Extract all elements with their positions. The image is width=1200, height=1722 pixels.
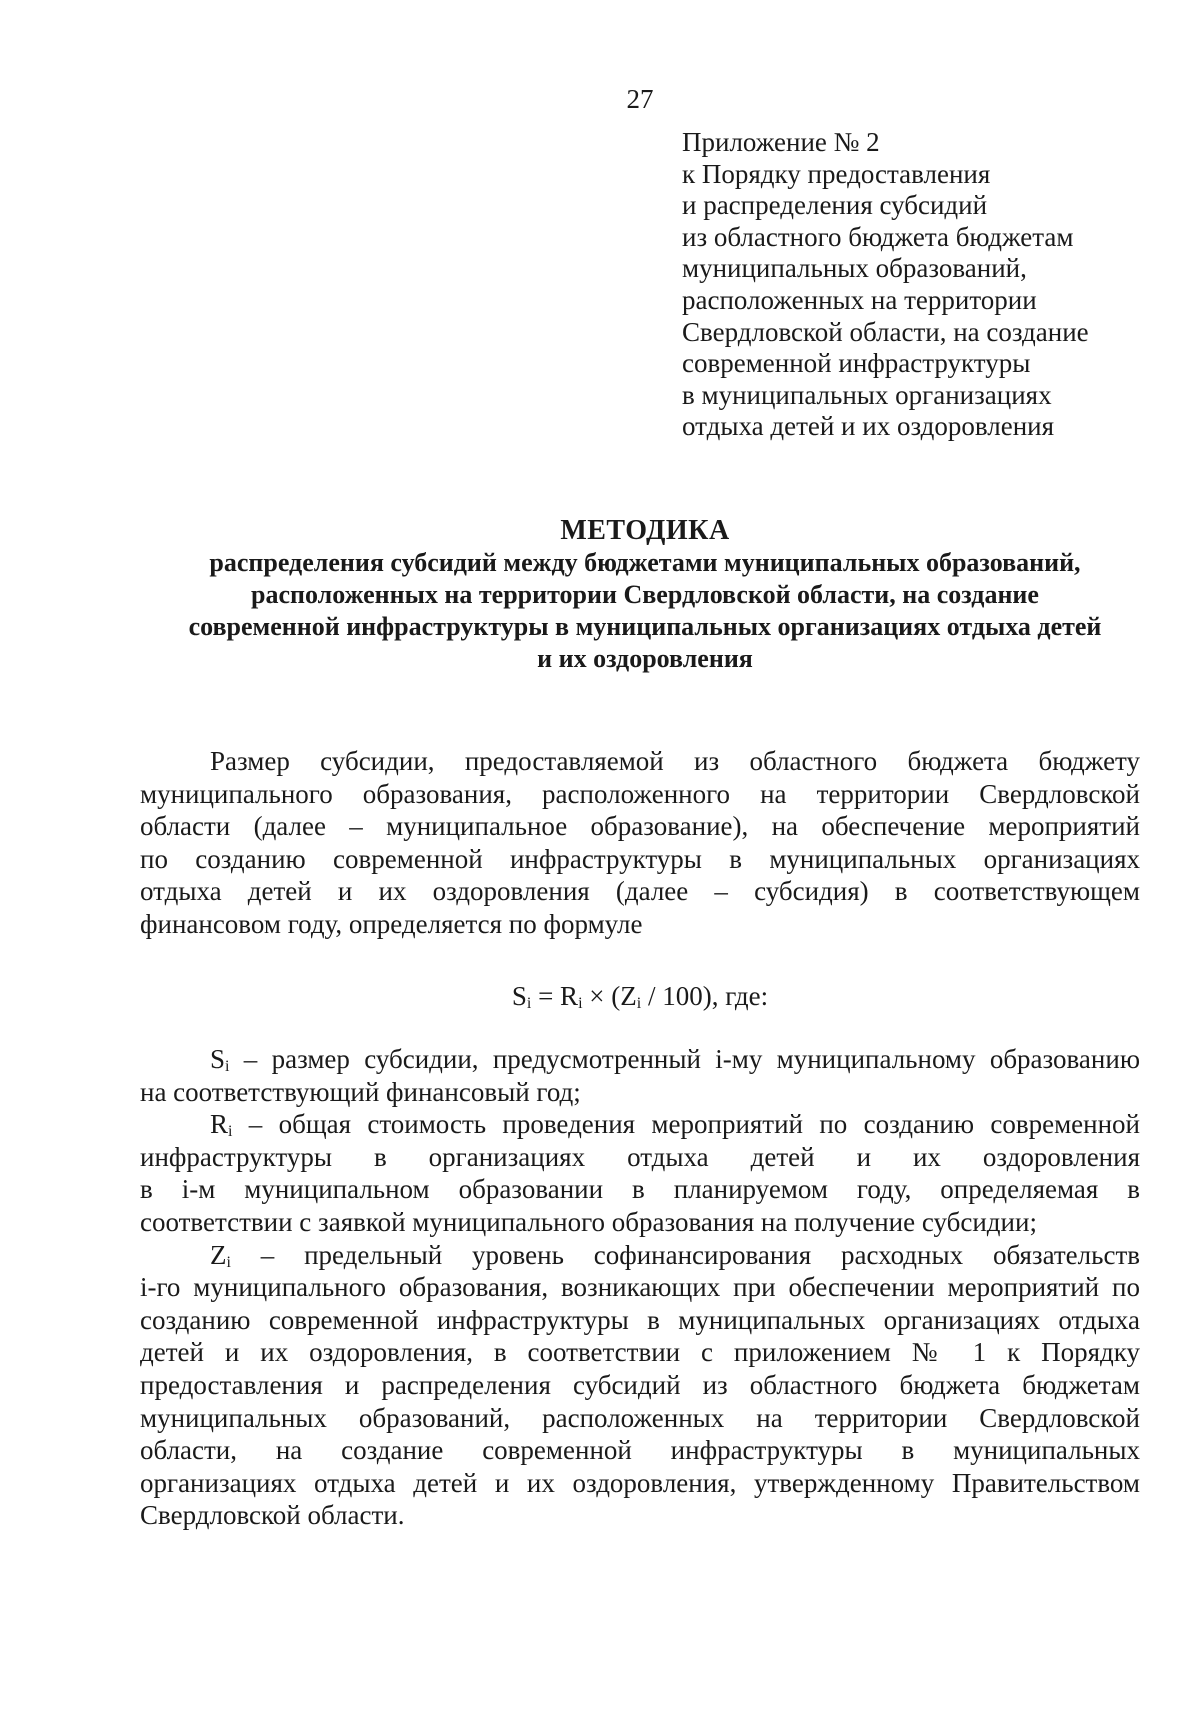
formula-text: × (Z [582,981,637,1011]
formula-subscript: i [636,995,642,1012]
appendix-header [682,127,1152,443]
definition-symbol: Z [210,1239,227,1270]
title-sub-line: и их оздоровления [537,644,753,673]
definition-line: в i-м муниципальном образовании в планируемом году, определяемая в [140,1174,1140,1205]
title-main: МЕТОДИКА [560,515,730,546]
paragraph-line: Размер субсидии, предоставляемой из областного бюджета бюджету [210,746,1140,776]
definition-line: детей и их оздоровления, в соответствии с приложением № 1 к Порядку [140,1337,1140,1368]
definition-r-line [140,1108,1140,1141]
definition-line: на соответствующий финансовый год; [140,1076,581,1107]
definition-subscript: i [228,1123,233,1141]
appendix-line: современной инфраструктуры [682,348,1031,379]
formula-subscript: i [578,995,583,1012]
title-subtitle [120,547,1170,675]
definition-symbol: S [210,1044,226,1074]
paragraph-line: по созданию современной инфраструктуры в муниципальных организациях [140,843,1140,874]
definition-line: Свердловской области. [140,1500,405,1531]
appendix-line: муниципальных образований, [682,253,1027,284]
definition-s-line [140,1043,1140,1076]
definition-line: области, на создание современной инфраструктуры в муниципальных [140,1435,1140,1466]
definition-subscript: i [225,1058,230,1075]
definition-line: созданию современной инфраструктуры в муниципальных организациях отдыха [140,1304,1140,1335]
appendix-line: из областного бюджета бюджетам [682,221,1074,252]
definition-text: – размер субсидии, предусмотренный i-му муниципальному образованию [229,1044,1140,1074]
formula [0,980,1200,1020]
definition-z-line [140,1239,1140,1272]
appendix-line: Приложение № 2 [682,127,880,157]
appendix-line: Свердловской области, на создание [682,316,1089,347]
intro-paragraph [140,745,1140,941]
definition-subscript: i [226,1253,231,1271]
definition-line: предоставления и распределения субсидий из областного бюджета бюджетам [140,1369,1140,1400]
definition-line: i-го муниципального образования, возникающих при обеспечении мероприятий по [140,1272,1140,1303]
definition-line: муниципальных образований, расположенных на территории Свердловской [140,1402,1140,1433]
paragraph-line: отдыха детей и их оздоровления (далее – субсидия) в соответствующем [140,876,1140,907]
appendix-line: и распределения субсидий [682,190,988,221]
paragraph-line: муниципального образования, расположенного на территории Свердловской [140,778,1140,809]
formula-text: = R [531,981,579,1011]
definition-symbol: R [210,1109,229,1140]
appendix-line: отдыха детей и их оздоровления [682,411,1055,442]
title-sub-line: распределения субсидий между бюджетами муниципальных образований, [209,548,1081,577]
title-sub-line: расположенных на территории Свердловской области, на создание [251,580,1039,609]
definition-line: соответствии с заявкой муниципального образования на получение субсидии; [140,1206,1037,1237]
paragraph-line: финансовом году, определяется по формуле [140,908,643,939]
document-title [120,515,1170,675]
definition-text: – предельный уровень софинансирования расходных обязательств [230,1239,1140,1270]
page-number: 27 [626,84,654,114]
definition-line: инфраструктуры в организациях отдыха детей и их оздоровления [140,1141,1140,1172]
appendix-line: к Порядку предоставления [682,158,991,189]
paragraph-line: области (далее – муниципальное образование), на обеспечение мероприятий [140,811,1140,842]
appendix-line: в муниципальных организациях [682,379,1052,410]
appendix-line: расположенных на территории [682,284,1037,315]
title-sub-line: современной инфраструктуры в муниципальных организациях отдыха детей [188,612,1102,641]
formula-text: / 100), где: [641,981,769,1011]
definition-line: организациях отдыха детей и их оздоровления, утвержденному Правительством [140,1467,1140,1498]
formula-subscript: i [526,995,532,1012]
definition-text: – общая стоимость проведения мероприятий по созданию современной [232,1109,1140,1140]
definitions [140,1043,1140,1532]
formula-symbol-s: S [511,981,527,1011]
